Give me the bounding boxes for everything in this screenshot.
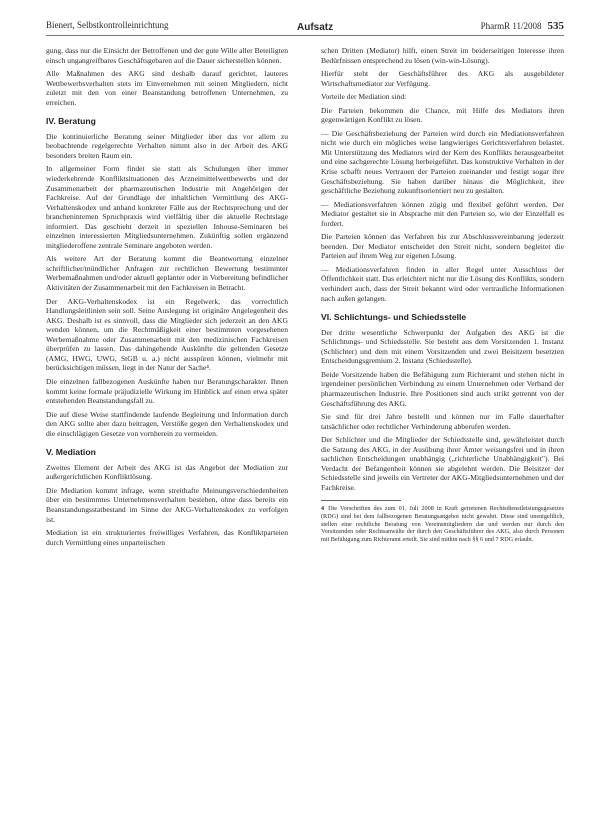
paragraph: — Mediationsverfahren können zügig und flexibel geführt werden. Der Mediator gestaltet sie in Absprache mit den Parteien so, wie der Einzelfall es fordert. [321,199,564,228]
paragraph: gung, dass nur die Einsicht der Betroffenen und der gute Wille aller Beteiligten einsch ungangreifbares Geschäftsgebaren auf die Dauer sicherstellen können. [46,46,288,65]
paragraph: Mediation ist ein strukturiertes freiwilliges Verfahren, das Konfliktparteien durch Vermittlung eines unparteiischen [46,528,288,547]
paragraph: Alle Maßnahmen des AKG sind deshalb darauf gerichtet, lauteres Wettbewerbsverhalten stets im Einvernehmen mit seinen Mitgliedern, nicht zuletzt mit den von einer Beanstandung betroffenen Unternehmen, zu erreichen. [46,69,288,107]
running-header-author: Bienert, Selbstkontrolleinrichtung [46,20,169,30]
paragraph: Sie sind für drei Jahre bestellt und können nur im Falle dauerhafter tatsächlicher oder rechtlicher Verhinderung abberufen werden. [321,412,564,431]
footnote-number: 4 [321,505,325,513]
section-label: Aufsatz [297,22,334,33]
footnote [321,505,564,543]
paragraph: In allgemeiner Form findet sie statt als Schulungen über immer wiederkehrende Konfliktsituationen des Arzneimittelwettbewerbs und der Zusammenarbeit der pharmazeutischen Industrie mit Angehörigen der Fachkreise. Auf der Grundlage der inhaltlichen Vermittlung des AKG-Verhaltenskodex und anhand konkreter Fälle aus der Rechtsprechung und der branchenintemen Spruchpraxis wird vielfältig über die aktuelle Rechtslage informiert. Das geschieht derzeit in speziellen Inhouse-Seminaren bei einzelnen interessierten Mitgliedsunternehmen. Zukünftig sollen ergänzend mitgliederoffene zentrale Seminare angeboten werden. [46,164,288,250]
paragraph: Die auf diese Weise stattfindende laufende Begleitung und Information durch den AKG sollte aber dazu beitragen, Verstöße gegen den Verhaltenskodex und die einschlägigen Gesetze von vornherein zu vermeiden. [46,409,288,438]
section-heading-beratung: IV. Beratung [46,116,96,127]
paragraph: Die Parteien können das Verfahren bis zur Abschlussvereinbarung jederzeit beenden. Der Mediator entscheidet den Streit nicht, sondern begleitet die Parteien auf ihrem Weg zur eigenen Lösung. [321,232,564,261]
paragraph: Zweites Element der Arbeit des AKG ist das Angebot der Mediation zur außergerichtlichen Konfliktlösung. [46,462,288,482]
paragraph: Als weitere Art der Beratung kommt die Beantwortung einzelner schriftlicher/mündlicher Anfragen zur rechtlichen Bewertung bestimmter Werbemaßnahmen und/oder aktuell geplanter oder in Vorbereitung befindlicher Aktivitäten der Zusammenarbeit mit den Fachkreisen in Betracht. [46,254,288,293]
paragraph: schen Dritten (Mediator) hilft, einen Streit im beiderseitigen Interesse ihren Bedürfnissen entsprechend zu lösen (win-win-Lösung). [321,46,564,65]
paragraph: Der Schlichter und die Mitglieder der Schiedsstelle sind, gewährleistet durch die Satzung des AKG, in der Ausübung ihrer Ämter weisungsfrei und in ihren sachlichen Entscheidungen unabhängig („richterliche Unabhängigkeit"). Bei Verdacht der Befangenheit können sie abgelehnt werden. Die Beisitzer der Schiedsstelle sind jeweils ein Vertreter der AKG-Mitgliedsunternehmen und der Fachkreise. [321,435,564,492]
paragraph: Die Mediation kommt infrage, wenn streithafte Meinungsverschiedenheiten über ein bestimmtes Unternehmensverhalten bestehen, ohne dass bereits ein Beanstandungsstatbestand im Sinne der AKG-Verhaltenskodex zu verfolgen ist. [46,485,288,524]
paragraph: Die einzelnen fallbezogenen Auskünfte haben nur Beratungscharakter. Ihnen kommt keine formale präjudizielle Wirkung im Hinblick auf einen etwa später entstehenden Beanstandungsfall zu. [46,376,288,406]
paragraph: Der AKG-Verhaltenskodex ist ein Regelwerk, das vorrechtlich Handlungsleitlinien sein soll. Seine Auslegung ist originäre Angelegenheit des AKG. Deshalb ist es sinnvoll, dass die Mitglieder sich jederzeit an den AKG wenden können, um die Rechtmäßigkeit einer bestimmten vorgesehenen Werbemaßnahme oder Zusammenarbeit mit den medizinischen Fachkreisen überprüfen zu lassen. Das dahingehende Auskünfte die geltenden Gesetze (AMG, HWG, UWG, StGB u. a.) nicht ausspüren können, vielmehr mit berücksichtigen müssen, liegt in der Natur der Sache⁴. [46,296,288,373]
section-heading-mediation: V. Mediation [46,447,96,458]
journal-header [481,20,564,32]
paragraph: Hierfür steht der Geschäftsführer des AKG als ausgebildeter Wirtschaftsmediator zur Verfügung. [321,69,564,88]
paragraph: Vorteile der Mediation sind: [321,92,407,102]
paragraph: Beide Vorsitzende haben die Befähigung zum Richteramt und stehen nicht in irgendeiner persönlichen Verbindung zu einem Unternehmen oder Verband der pharmazeutischen Industrie. Ihre Positionen sind auch strikt getrennt von der Geschäftsführung des AKG. [321,369,564,408]
header-rule [46,35,564,36]
footnote-rule [321,500,401,501]
paragraph: Der dritte wesentliche Schwerpunkt der Aufgaben des AKG ist die Schlichtungs- und Schiedsstelle. Sie besteht aus dem Vorsitzenden 1. Instanz (Schlichter) und dem mit einem Vorsitzenden und zwei Beisitzern besetzten Entscheidungsgremium 2. Instanz (Schiedsstelle). [321,327,564,366]
paragraph: Die kontinuierliche Beratung seiner Mitglieder über das vor allem zu beobachtende regelgerechte Verhalten nimmt also in der Arbeit des AKG besonders breiten Raum ein. [46,131,288,160]
paragraph: — Mediationsverfahren finden in aller Regel unter Ausschluss der Öffentlichkeit statt. Das erleichtert nicht nur die Lösung des Konflikts, sondern verhindert auch, dass der Streit bekannt wird oder vertrauliche Informationen nach außen gelangen. [321,264,564,303]
section-heading-schlichtung: VI. Schlichtungs- und Schiedsstelle [321,312,467,323]
left-column [46,46,288,551]
footnote-text: Die Vorschriften des zum 01. Juli 2008 in Kraft getretenen Rechtsdienstleistungsgesetzes (RDG) sind bei dem fallbezogenen Beratungsangebot nicht gewahrt. Diese sind unentgeltlich, stellen eine rechtliche Beratung von Vereinsmitgliedern dar und werden nur durch den Vorsitzenden oder Rechtsanwälte der durch den Geschäftsführer des AKG, also durch Personen mit Befähigung zum Richteramt erteilt. Sie sind mithin nach §§ 6 und 7 RDG erlaubt. [321,505,564,543]
right-column [321,46,564,543]
paragraph: Die Parteien bekommen die Chance, mit Hilfe des Mediators ihren gegenwärtigen Konflikt zu lösen. [321,105,564,125]
page-number: 535 [547,20,564,32]
journal-issue: PharmR 11/2008 [480,21,542,31]
paragraph: — Die Geschäftsbeziehung der Parteien wird durch ein Mediationsverfahren nicht wie durch ein mögliches weise langwieriges Gerichtsverfahren belastet. Mit Unterstützung des Mediators wird der Kern des Konflikts herausgearbeitet und eine sachgerechte Lösung herbeigeführt. Das konstruktive Verhalten in der Krise schafft neues Vertrauen der Parteien zueinander und festigt sogar ihre Geschäftsbeziehung. Sie haben darüber hinaus die Möglichkeit, ihre geschäftliche Beziehung zukunftsorientiert neu zu gestalten. [321,128,564,196]
